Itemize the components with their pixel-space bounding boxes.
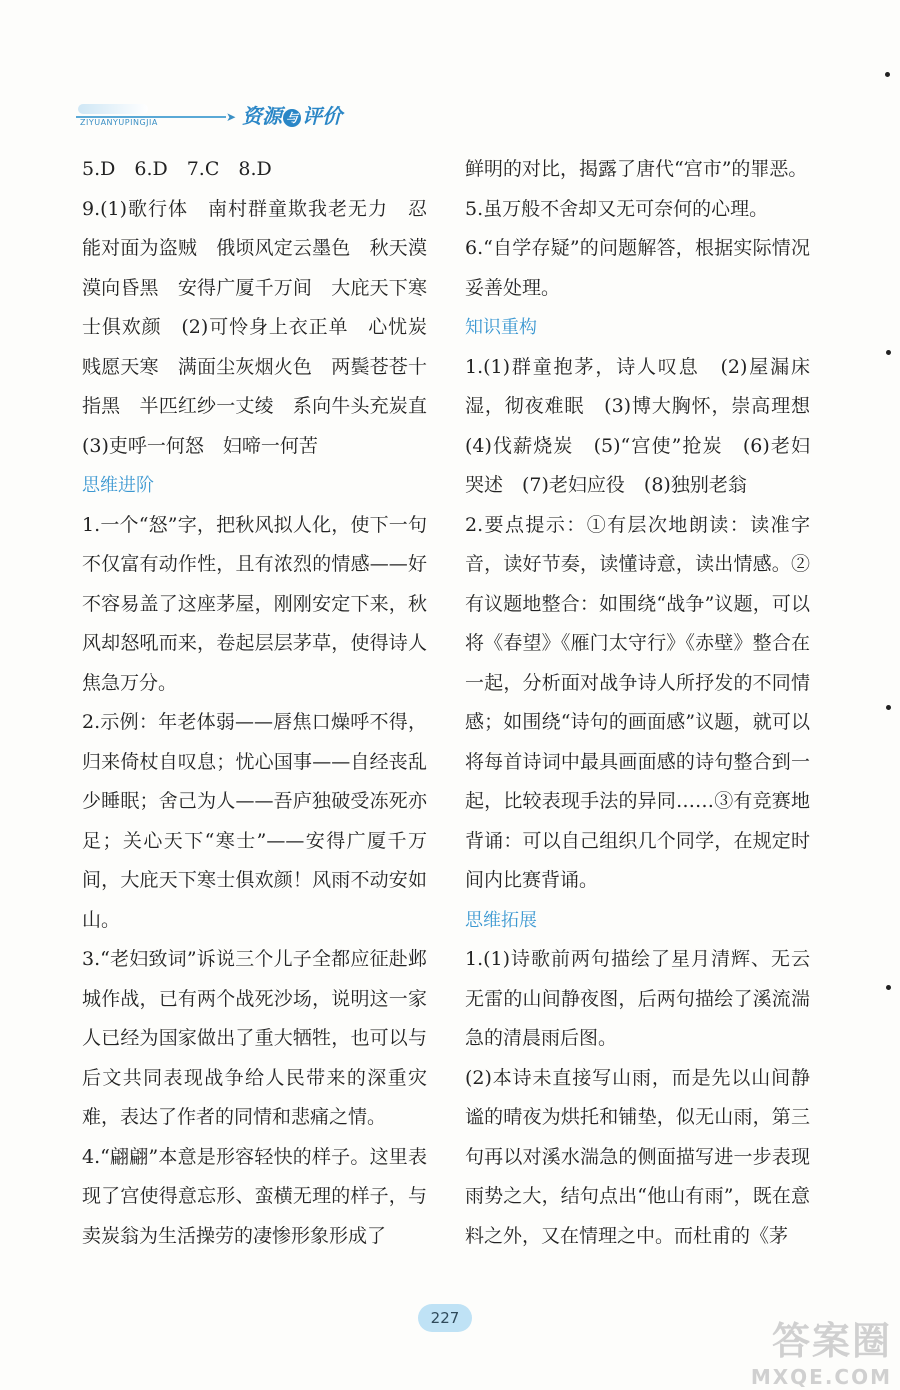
logo-title-part2: 评价: [302, 104, 342, 128]
section-heading-siwei-jinjie: 思维进阶: [82, 475, 154, 496]
watermark-line1: 答案圈: [771, 1319, 892, 1363]
section-heading-siwei-tuozhan: 思维拓展: [465, 909, 537, 931]
margin-dot: [886, 705, 891, 710]
answer-jinjie-1: 1.一个“怒”字，把秋风拟人化，使下一句不仅富有动作性，且有浓烈的情感——好不容易盖了这座茅屋，刚刚安定下来，秋风却怒吼而来，卷起层层茅草，使得诗人焦急万分。: [82, 513, 427, 694]
watermark: [702, 1310, 892, 1389]
logo-title-amp: 与: [283, 109, 301, 127]
watermark-line2: MXQE.COM: [750, 1365, 892, 1389]
answer-jinjie-4: 4.“翩翩”本意是形容轻快的样子。这里表现了宫使得意忘形、蛮横无理的样子，与卖炭翁为生活操劳的凄惨形象形成了: [82, 1145, 427, 1247]
margin-dot: [886, 985, 891, 990]
margin-dot: [885, 72, 890, 77]
answer-chonggou-2: 2.要点提示：①有层次地朗读：读准字音，读好节奏，读懂诗意，读出情感。②有议题地整合：如围绕“战争”议题，可以将《春望》《雁门太守行》《赤壁》整合在一起，分析面对战争诗人所抒发的不同情感；如围绕“诗句的画面感”议题，就可以将每首诗词中最具画面感的诗句整合到一起，比较表现手法的异同……③有竞赛地背诵：可以自己组织几个同学，在规定时间内比赛背诵。: [465, 513, 810, 891]
answer-jinjie-6: 6.“自学存疑”的问题解答，根据实际情况妥善处理。: [465, 237, 810, 299]
answer-tuozhan-1-1: 1.(1)诗歌前两句描绘了星月清辉、无云无雷的山间静夜图，后两句描绘了溪流湍急的清晨雨后图。: [465, 948, 810, 1049]
section-logo: [76, 96, 342, 132]
answer-jinjie-3: 3.“老妇致词”诉说三个儿子全都应征赴邺城作战，已有两个战死沙场，说明这一家人已经为国家做出了重大牺牲，也可以与后文共同表现战争给人民带来的深重灾难，表达了作者的同情和悲痛之情。: [82, 948, 427, 1128]
margin-dot: [886, 350, 891, 355]
answer-choices: 5.D 6.D 7.C 8.D: [82, 158, 272, 180]
answer-tuozhan-1-2: (2)本诗未直接写山雨，而是先以山间静谧的晴夜为烘托和铺垫，似无山雨，第三句再以对溪水湍急的侧面描写进一步表现雨势之大，结句点出“他山有雨”，既在意料之外，又在情理之中。而杜甫的《茅: [465, 1066, 810, 1247]
section-heading-zhishi-chonggou: 知识重构: [465, 317, 537, 338]
answer-jinjie-5: 5.虽万般不舍却又无可奈何的心理。: [465, 197, 769, 220]
logo-title-part1: 资源: [242, 104, 282, 128]
answer-jinjie-2: 2.示例：年老体弱——唇焦口燥呼不得，归来倚杖自叹息；忧心国事——自经丧乱少睡眠；舍己为人——吾庐独破受冻死亦足；关心天下“寒士”——安得广厦千万间，大庇天下寒士俱欢颜！风雨不动安如山。: [82, 711, 427, 931]
logo-ribbon: [78, 104, 148, 114]
answer-jinjie-4-cont: 鲜明的对比，揭露了唐代“宫市”的罪恶。: [465, 158, 808, 180]
logo-pinyin: ZIYUANYUPINGJIA: [80, 118, 158, 127]
page-number: 227: [418, 1304, 472, 1332]
answer-chonggou-1: 1.(1)群童抱茅，诗人叹息 (2)屋漏床湿，彻夜难眠 (3)博大胸怀，崇高理想 (4)伐薪烧炭 (5)“宫使”抢炭 (6)老妇哭述 (7)老妇应役 (8)独别老翁: [465, 355, 830, 496]
answer-9: 9.(1)歌行体 南村群童欺我老无力 忍能对面为盗贼 俄顷风定云墨色 秋天漠漠向昏黑 安得广厦千万间 大庇天下寒士俱欢颜 (2)可怜身上衣正单 心忧炭贱愿天寒 满面尘灰烟火色 两鬓苍苍十指黑 半匹红纱一丈绫 系向牛头充炭直 (3)吏呼一何怒 妇啼一何苦: [82, 197, 447, 457]
arrow-icon: ➤: [226, 110, 237, 124]
right-column: [465, 150, 830, 1256]
left-column: [82, 150, 447, 1256]
logo-title: [242, 100, 342, 129]
